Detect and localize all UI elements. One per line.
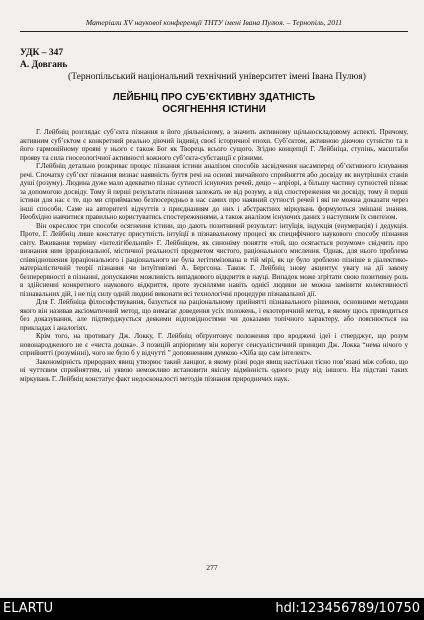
body-paragraph: Для Г. Лейбніца філософствування, базується на раціональному прийнятті пізнавального рішення, основними методами якого він називав аксіоматичний метод, що вимагає доведення усіх положень, і екзотеричний метод, в якому щось приводиться без доказування, але підтверджується деякими відповідностями чи доказами топічного характеру, або пояснюється на прикладах і аналогіях.	[20, 298, 408, 332]
handle-identifier: hdl:123456789/10750	[275, 601, 420, 616]
header-divider	[20, 31, 408, 32]
running-header: Матеріали XV наукової конференції ТНТУ імені Івана Пулюя. – Тернопіль, 2011	[85, 18, 343, 27]
page-number: 277	[206, 563, 218, 572]
article-title	[20, 92, 408, 116]
article-title-line-1: ЛЕЙБНІЦ ПРО СУБ’ЄКТИВНУ ЗДАТНІСТЬ	[112, 92, 316, 103]
body-paragraph: Крім того, на противагу Дж. Локку, Г. Лейбніц обґрунтовує положення про вроджені ідеї і стверджує, що розум новонародженого не є «чиста дошка». З позицій апріоризму він корегує сенсуалістичний принцип Дж. Локка “нема нічого у сприйнятті (розумінні), чого не було б у відчутті ” доповненням думкою «Хіба що сам інтелект».	[20, 332, 408, 357]
body-paragraph: Закономірність природних явищ утворює такий ланцюг, в якому різні роди явищ настільки тісно пов’язані між собою, що ні чуттєвим сприйняттям, ні уявою неможливо встановити якісну відмінність одного роду від іншого. На підставі таких міркувань Г. Лейбніц констатує факт недосконалості методів пізнання природничих наук.	[20, 357, 408, 383]
article-body	[20, 128, 408, 564]
udk-code: УДК – 347	[20, 48, 64, 58]
repository-label: ELARTU	[3, 601, 54, 616]
body-paragraph: Він окреслює три способи осягнення істини, що дають позитивний результат: інтуїція, індукція (енумерація) і дедукція. Проте, Г. Лейбніц лише констатує присутність інтуїції в пізнавальному процесі як специфічного наукового способу пізнання світу. Вживання терміну «інтелігібельний» Г. Лейбніцем, як синоніму поняття «той, що осягається розумом» свідчить про визнання ним ірраціональної, містичної реальності предметом чистого, раціонального мислення. Однак, для нього проблема співвідношення ірраціонального і раціонального не була легітимізована в тій мірі, як це було зроблено пізніше в діалектико-матеріалістичній теорії пізнання чи інтуїтивізмі А. Бергсона. Також Г. Лейбніц знову акцентує увагу на дії закону безперервності в пізнанні, допускаючи можливість випадкового відкриття в науці. Випадок може згрітати свою позитивну роль в здійсненні конкретного наукового відкриття, проте зусиллями навіть однієї людини не можна замінити колективності пізнавальних дій, і не під силу одній людині виконати всі технологічні процедури пізнавальної дії.	[20, 221, 408, 298]
body-paragraph: Г. Лейбніц розглядає суб’єкта пізнання в його діяльнісному, а значить активному щільноскладовому аспекті. Причому, активним суб’єктом є конкретний реально діючий індивід своєї історичної епохи. Суб’єктом, активною діючою сутністю та в його гармонійному прояві у нього є також Бог як Творець всього сущого. Згідно концепції Г. Лейбніца, ступінь, масштаби прояву та сила гносеологічної активності кожного суб’єкта-субстанції є різними.	[20, 128, 408, 162]
article-title-line-2: ОСЯГНЕННЯ ІСТИНИ	[162, 104, 266, 115]
author-affiliation: (Тернопільський національний технічний університет імені Івана Пулюя)	[68, 72, 366, 82]
viewer-footer-bar	[0, 598, 424, 620]
body-paragraph: Г.Лейбніц детально розкриває процес пізнання істини аналізом способів засвідчення насамперед об’єктивного існування речі. Спочатку суб’єкт пізнання визнає наявність буття речі на основі звичайного сприйняття або досвіду як внутрішніх станів душі (розуму). Людина дуже мало адекватно пізнає сутності існуючих речей, дещо – апріорі, а більшу частину сутностей пізнає за допомогою досвіду. Тому й перші результати пізнання залежать не від розуму, а від спостереження чи досвіду, тому й перші істини для нас є те, що ми сприймаємо безпосередньо в нас самих про наявний сутності речей і які не можна доказати через інші способи. Саме на авторитеті відчуттів з приєднанням до них і абстрактних міркувань формуються змішані знання. Необхідно навчитися правильно користуватись спостереженнями, а також аналізом існуючих даних з наступним їх синтезом.	[20, 162, 408, 221]
author-name: А. Довгань	[20, 60, 68, 70]
